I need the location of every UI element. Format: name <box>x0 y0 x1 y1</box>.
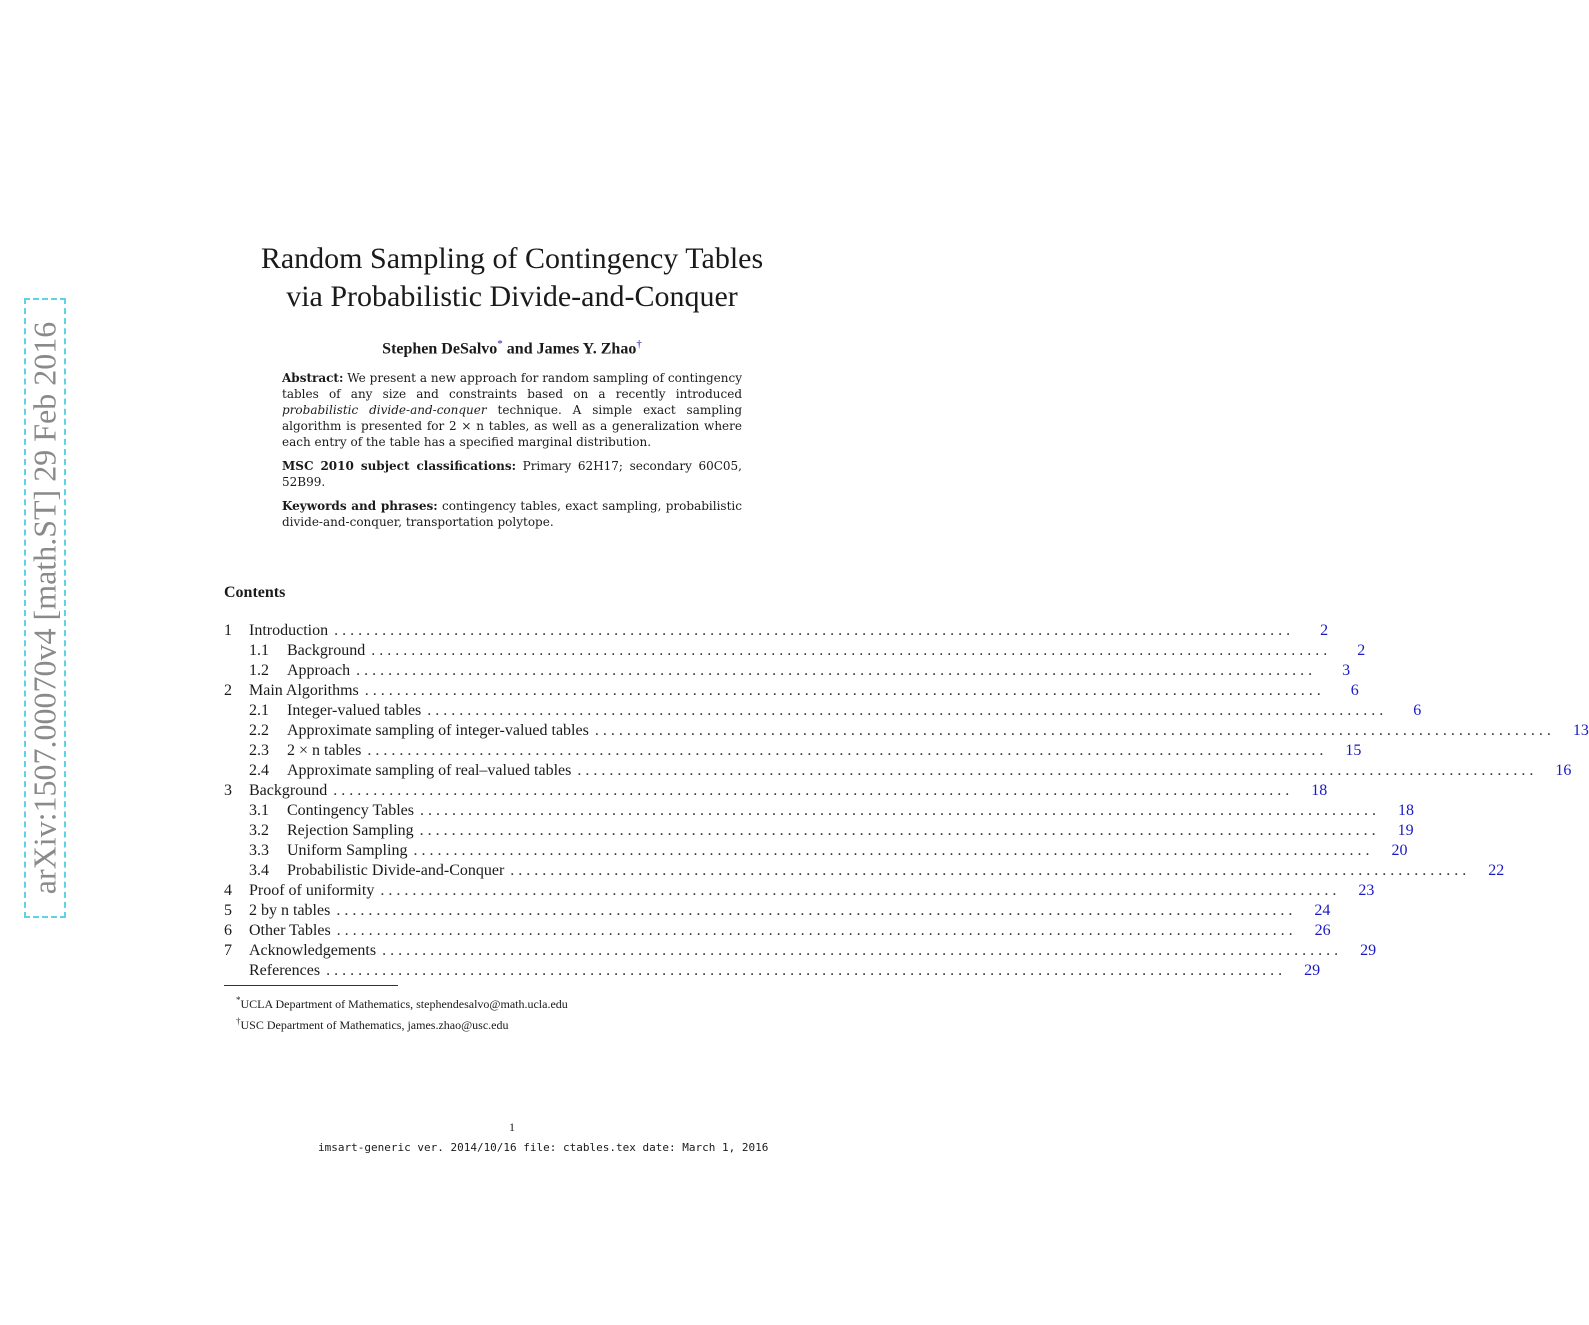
toc-leader-dots: ........................................................................................................................ <box>336 902 1297 919</box>
footnote-1-mark: * <box>236 995 241 1005</box>
toc-entry[interactable] <box>224 722 1589 742</box>
page-number: 1 <box>509 1120 515 1134</box>
toc-entry[interactable] <box>224 822 1414 842</box>
toc-page-link[interactable]: 29 <box>1360 942 1377 959</box>
toc-leader-dots: ........................................................................................................................ <box>336 922 1297 939</box>
toc-leader-dots: ........................................................................................................................ <box>510 862 1471 879</box>
toc-entry-number: 3.3 <box>249 842 269 859</box>
authors <box>200 338 824 358</box>
toc-leader-dots: ........................................................................................................................ <box>364 682 1325 699</box>
toc-entry[interactable] <box>224 702 1422 722</box>
abstract-label: Abstract: <box>282 371 344 385</box>
toc-entry[interactable] <box>224 762 1572 782</box>
msc-text: Primary 62H17; secondary 60C05, 52B99. <box>282 459 742 489</box>
toc-entry[interactable] <box>224 882 1375 902</box>
toc-entry[interactable] <box>224 782 1328 802</box>
toc-leader-dots: ........................................................................................................................ <box>371 642 1332 659</box>
toc-entry-label[interactable]: Contingency Tables <box>287 802 415 819</box>
toc-entry-label[interactable]: Rejection Sampling <box>287 822 414 839</box>
toc-leader-dots: ........................................................................................................................ <box>380 882 1341 899</box>
author-2: James Y. Zhao <box>536 340 637 358</box>
footnote-2-text: USC Department of Mathematics, james.zhao@usc.edu <box>240 1018 509 1032</box>
page-footer: imsart-generic ver. 2014/10/16 file: ctables.tex date: March 1, 2016 <box>318 1141 769 1154</box>
toc-entry-label[interactable]: Proof of uniformity <box>249 882 375 899</box>
keywords-text: contingency tables, exact sampling, probabilistic divide-and-conquer, transportation polytope. <box>282 499 742 529</box>
abstract-block <box>282 370 742 538</box>
author-1: Stephen DeSalvo <box>382 340 498 358</box>
toc-entry[interactable] <box>224 742 1362 762</box>
abstract-emphasis: probabilistic divide-and-conquer <box>282 403 487 417</box>
arxiv-stamp[interactable] <box>24 298 66 918</box>
toc-entry[interactable] <box>224 842 1408 862</box>
msc-label: MSC 2010 subject classifications: <box>282 459 517 473</box>
toc-entry-number: 2.2 <box>249 722 269 739</box>
authors-and: and <box>506 340 533 358</box>
toc-page-link[interactable]: 15 <box>1345 742 1362 759</box>
toc-entry[interactable] <box>224 802 1415 822</box>
keywords-label: Keywords and phrases: <box>282 499 438 513</box>
toc-entry-number: 3.2 <box>249 822 269 839</box>
toc-entry[interactable] <box>224 662 1351 682</box>
abstract-text-2: technique. A simple exact sampling algorithm is presented for 2 × n tables, as well as a generalization where each entry of the table has a specified marginal distribution. <box>282 403 742 449</box>
toc-entry-label[interactable]: Approach <box>287 662 351 679</box>
toc-entry-label[interactable]: Probabilistic Divide-and-Conquer <box>287 862 505 879</box>
toc-leader-dots: ........................................................................................................................ <box>356 662 1317 679</box>
toc-entry-number: 1.1 <box>249 642 269 659</box>
author-1-footnote-mark[interactable]: * <box>497 338 503 350</box>
toc-entry[interactable] <box>224 642 1366 662</box>
toc-leader-dots: ........................................................................................................................ <box>367 742 1328 759</box>
toc-page-link[interactable]: 6 <box>1350 682 1359 699</box>
toc-entry[interactable] <box>224 962 1321 982</box>
toc-page-link[interactable]: 2 <box>1357 642 1366 659</box>
toc-page-link[interactable]: 19 <box>1397 822 1414 839</box>
toc-entry-number: 3.1 <box>249 802 269 819</box>
title-line-2: via Probabilistic Divide-and-Conquer <box>286 280 738 313</box>
toc-leader-dots: ........................................................................................................................ <box>382 942 1343 959</box>
toc-page-link[interactable]: 18 <box>1311 782 1328 799</box>
keywords-paragraph <box>282 498 742 530</box>
toc-entry-number: 1 <box>224 622 232 639</box>
toc-page-link[interactable]: 23 <box>1358 882 1375 899</box>
abstract-paragraph <box>282 370 742 450</box>
toc-page-link[interactable]: 29 <box>1304 962 1321 979</box>
toc-leader-dots: ........................................................................................................................ <box>333 782 1294 799</box>
toc-entry-label[interactable]: Background <box>249 782 328 799</box>
footnotes <box>236 992 568 1034</box>
toc-leader-dots: ........................................................................................................................ <box>577 762 1538 779</box>
toc-leader-dots: ........................................................................................................................ <box>420 802 1381 819</box>
toc-leader-dots: ........................................................................................................................ <box>594 722 1555 739</box>
toc-page-link[interactable]: 6 <box>1413 702 1422 719</box>
toc-entry[interactable] <box>224 922 1331 942</box>
toc-entry[interactable] <box>224 902 1331 922</box>
toc-entry-number: 2.1 <box>249 702 269 719</box>
toc-entry[interactable] <box>224 862 1505 882</box>
toc-entry-number: 5 <box>224 902 232 919</box>
arxiv-stamp-text: arXiv:1507.00070v4 [math.ST] 29 Feb 2016 <box>26 321 63 895</box>
toc-entry-number: 7 <box>224 942 232 959</box>
toc-page-link[interactable]: 24 <box>1314 902 1331 919</box>
footnote-1-text: UCLA Department of Mathematics, stephendesalvo@math.ucla.edu <box>240 997 568 1011</box>
contents-heading: Contents <box>224 584 286 601</box>
toc-page-link[interactable]: 16 <box>1555 762 1572 779</box>
toc-entry-label[interactable]: References <box>249 962 321 979</box>
toc-entry-label[interactable]: 2 by n tables <box>249 902 331 919</box>
toc-entry-label[interactable]: Introduction <box>249 622 329 639</box>
footnote-rule <box>224 985 398 986</box>
msc-paragraph <box>282 458 742 490</box>
toc-leader-dots: ........................................................................................................................ <box>334 622 1295 639</box>
toc-leader-dots: ........................................................................................................................ <box>427 702 1388 719</box>
toc-page-link[interactable]: 26 <box>1314 922 1331 939</box>
toc-entry-label[interactable]: Background <box>287 642 366 659</box>
toc-entry[interactable] <box>224 942 1377 962</box>
author-2-footnote-mark[interactable]: † <box>636 338 642 350</box>
toc-page-link[interactable]: 22 <box>1488 862 1505 879</box>
toc-page-link[interactable]: 18 <box>1398 802 1415 819</box>
toc-page-link[interactable]: 3 <box>1342 662 1351 679</box>
toc-page-link[interactable]: 13 <box>1572 722 1589 739</box>
table-of-contents <box>224 622 1589 982</box>
toc-entry-label[interactable]: Integer-valued tables <box>287 702 422 719</box>
toc-entry-label[interactable]: Acknowledgements <box>249 942 377 959</box>
toc-entry-number: 6 <box>224 922 232 939</box>
toc-entry-number: 3.4 <box>249 862 269 879</box>
toc-page-link[interactable]: 20 <box>1391 842 1408 859</box>
title-line-1: Random Sampling of Contingency Tables <box>260 242 764 275</box>
toc-entry-number: 1.2 <box>249 662 269 679</box>
paper-title <box>200 240 824 316</box>
toc-entry-number: 3 <box>224 782 232 799</box>
footnote-2-mark: † <box>236 1016 241 1026</box>
footnote-1 <box>236 992 568 1013</box>
toc-leader-dots: ........................................................................................................................ <box>413 842 1374 859</box>
toc-entry-label[interactable]: Approximate sampling of integer-valued tables <box>287 722 589 739</box>
toc-entry[interactable] <box>224 622 1329 642</box>
toc-page-link[interactable]: 2 <box>1320 622 1329 639</box>
toc-entry-number: 4 <box>224 882 232 899</box>
toc-entry-number: 2.4 <box>249 762 269 779</box>
toc-leader-dots: ........................................................................................................................ <box>419 822 1380 839</box>
toc-entry-number: 2 <box>224 682 232 699</box>
toc-entry-label[interactable]: Uniform Sampling <box>287 842 408 859</box>
toc-entry-label[interactable]: Other Tables <box>249 922 331 939</box>
toc-leader-dots: ........................................................................................................................ <box>326 962 1287 979</box>
toc-entry-label[interactable]: 2 × n tables <box>287 742 362 759</box>
toc-entry-label[interactable]: Approximate sampling of real–valued tables <box>287 762 572 779</box>
toc-entry-number: 2.3 <box>249 742 269 759</box>
abstract-text-1: We present a new approach for random sampling of contingency tables of any size and constraints based on a recently introduced <box>282 371 742 401</box>
toc-entry-label[interactable]: Main Algorithms <box>249 682 359 699</box>
footnote-2 <box>236 1013 568 1034</box>
toc-entry[interactable] <box>224 682 1359 702</box>
